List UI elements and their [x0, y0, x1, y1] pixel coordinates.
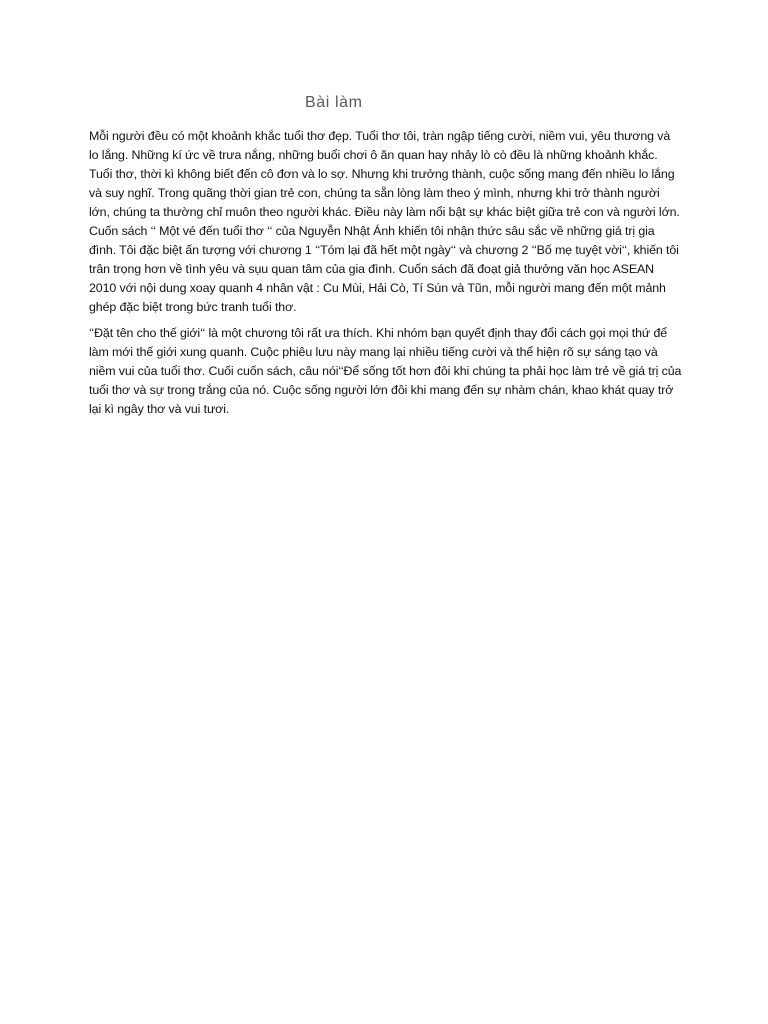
paragraph-2: ‘‘Đặt tên cho thế giới‘‘ là một chương tôi rất ưa thích. Khi nhóm bạn quyết định thay đổi cách gọi mọi thứ để làm mới thế giới xung quanh. Cuộc phiêu lưu này mang lại nhiều tiếng cười và thể hiện rõ sự sáng tạo và niềm vui của tuổi thơ. Cuối cuốn sách, câu nói‘‘Để sống tốt hơn đôi khi chúng ta phải học làm trẻ về giá trị của tuổi thơ và sự trong trắng của nó. Cuộc sống người lớn đôi khi mang đến sự nhàm chán, khao khát quay trở lại kì ngây thơ và vui tươi. — [89, 326, 682, 416]
paragraph-1: Mỗi người đều có một khoảnh khắc tuổi thơ đẹp. Tuổi thơ tôi, tràn ngập tiếng cười, niềm vui, yêu thương và lo lắng. Những kí ức về trưa nắng, những buổi chơi ô ăn quan hay nhảy lò cò đều là những khoảnh khắc. Tuổi thơ, thời kì không biết đến cô đơn và lo sợ. Nhưng khi trưởng thành, cuộc sống mang đến nhiều lo lắng và suy nghĩ. Trong quãng thời gian trẻ con, chúng ta sẵn lòng làm theo ý mình, nhưng khi trở thành người lớn, chúng ta thường chỉ muôn theo người khác. Điều này làm nổi bật sự khác biệt giữa trẻ con và người lớn. Cuốn sách ‘‘ Một vé đến tuổi thơ ‘‘ của Nguyễn Nhật Ánh khiến tôi nhận thức sâu sắc về những giá trị gia đình. Tôi đặc biệt ấn tượng với chương 1 ‘‘Tóm lại đã hết một ngày‘‘ và chương 2 ‘‘Bố mẹ tuyệt vời‘‘, khiến tôi trân trọng hơn về tình yêu và sụu quan tâm của gia đình. Cuốn sách đã đoạt giả thưởng văn học ASEAN 2010 với nội dung xoay quanh 4 nhân vật : Cu Mùi, Hải Cò, Tí Sún và Tũn, mỗi người mang đến một mảnh ghép đặc biệt trong bức tranh tuổi thơ. — [89, 129, 680, 314]
document-title: Bài làm — [305, 94, 363, 111]
document-body — [89, 127, 682, 426]
